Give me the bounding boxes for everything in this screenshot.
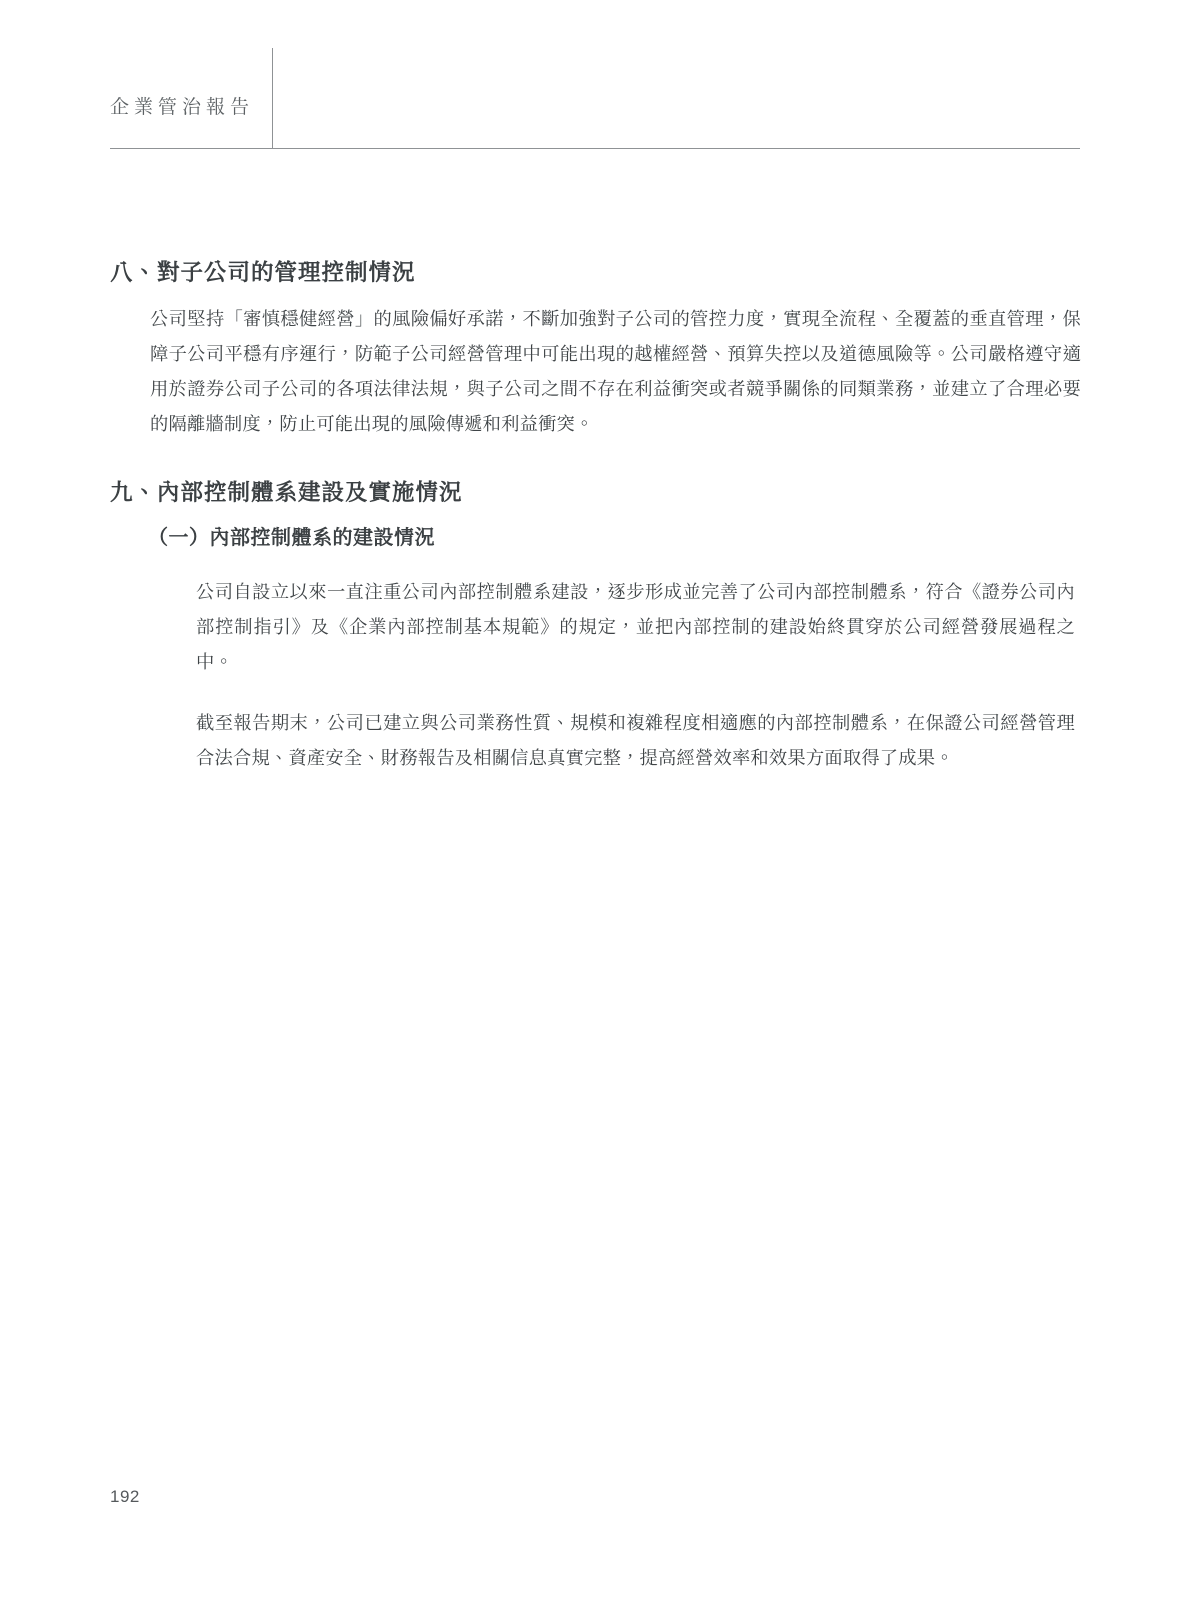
header-vertical-rule [272,48,273,148]
document-body [110,255,1085,775]
spacer [110,560,1085,574]
section-heading-8: 八、對子公司的管理控制情況 [110,260,416,285]
page-number: 192 [110,1487,140,1506]
section-9-paragraph-2: 截至報告期末，公司已建立與公司業務性質、規模和複雜程度相適應的內部控制體系，在保證公司經營管理合法合規、資產安全、財務報告及相關信息真實完整，提高經營效率和效果方面取得了成果。 [196,712,1075,768]
section-8-paragraph-1: 公司堅持「審慎穩健經營」的風險偏好承諾，不斷加強對子公司的管控力度，實現全流程、全覆蓋的垂直管理，保障子公司平穩有序運行，防範子公司經營管理中可能出現的越權經營、預算失控以及道德風險等。公司嚴格遵守適用於證券公司子公司的各項法律法規，與子公司之間不存在利益衝突或者競爭關係的同類業務，並建立了合理必要的隔離牆制度，防止可能出現的風險傳遞和利益衝突。 [150,308,1081,434]
section-9-subheading-1: （一）內部控制體系的建設情況 [148,527,435,549]
running-header [110,48,1080,148]
spacer [110,441,1085,475]
spacer [110,679,1085,705]
running-header-title: 企業管治報告 [110,97,255,118]
section-heading-9: 九、內部控制體系建設及實施情況 [110,480,463,505]
section-9-paragraph-1: 公司自設立以來一直注重公司內部控制體系建設，逐步形成並完善了公司內部控制體系，符合《證券公司內部控制指引》及《企業內部控制基本規範》的規定，並把內部控制的建設始終貫穿於公司經營發展過程之中。 [196,581,1075,672]
header-horizontal-rule [110,148,1080,149]
